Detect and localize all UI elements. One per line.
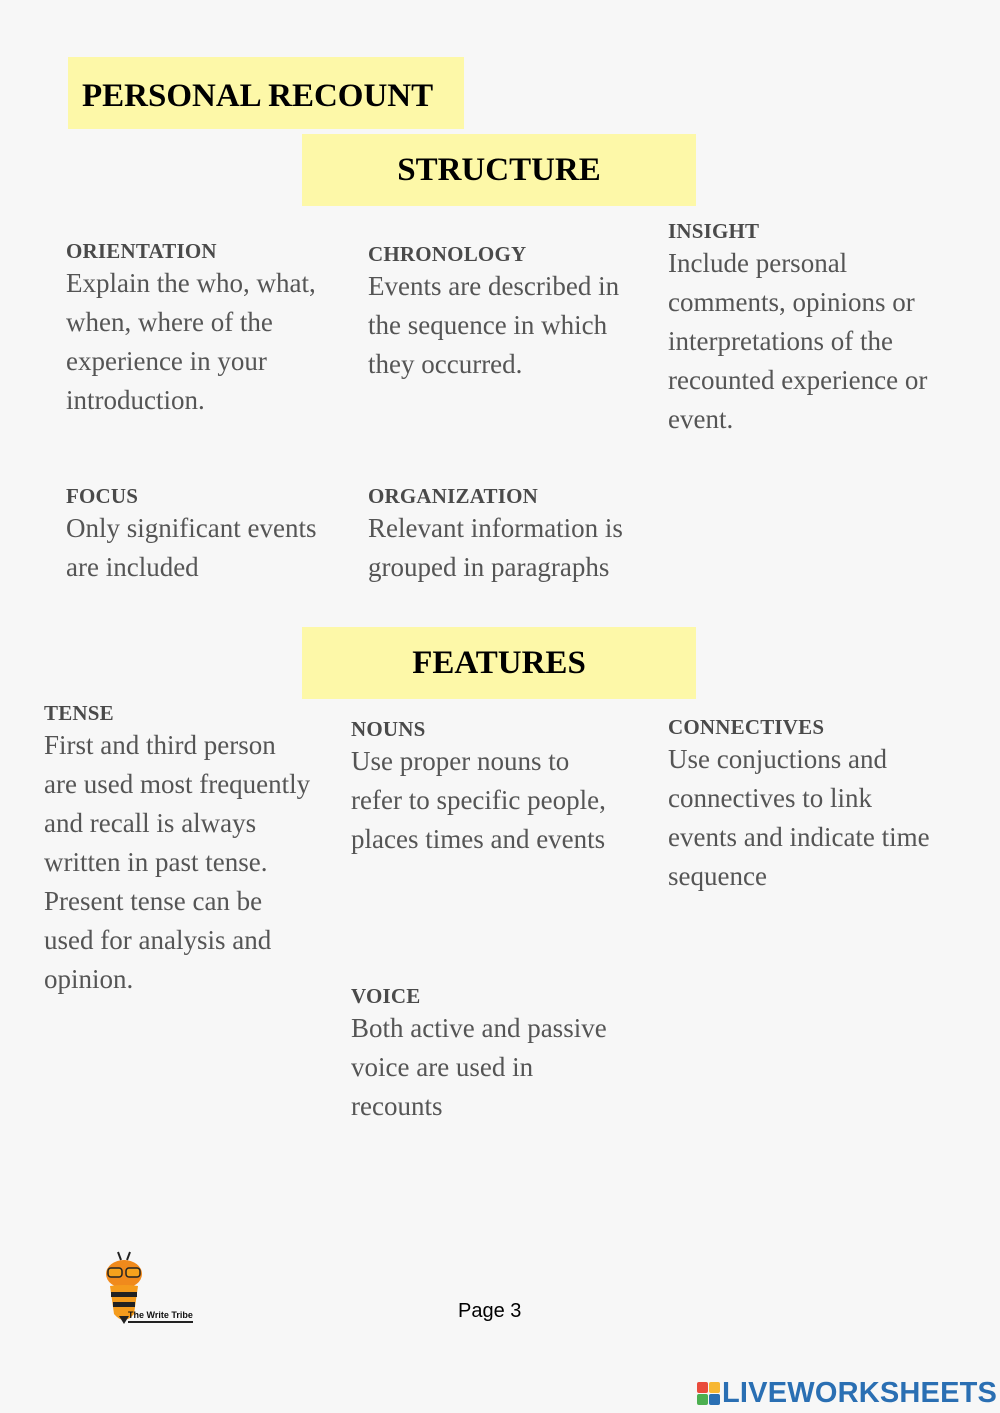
liveworksheets-brand[interactable]: [697, 1376, 997, 1410]
insight-section: [668, 218, 978, 439]
section-body: First and third person are used most frequently and recall is always written in past tense. Present tense can be used for analysis and opinion.: [44, 730, 311, 994]
chronology-section: [368, 241, 658, 384]
title-banner: [68, 57, 464, 129]
section-body: Use conjuctions and connectives to link events and indicate time sequence: [668, 744, 930, 891]
liveworksheets-logo-icon: [697, 1382, 720, 1405]
focus-section: [66, 483, 356, 587]
section-heading: VOICE: [351, 984, 421, 1008]
section-heading: CHRONOLOGY: [368, 242, 527, 266]
section-body: Both active and passive voice are used in recounts: [351, 1013, 607, 1121]
section-body: Include personal comments, opinions or interpretations of the recounted experience or event.: [668, 248, 928, 434]
section-body: Explain the who, what, when, where of the experience in your introduction.: [66, 268, 316, 415]
page-number: Page 3: [458, 1300, 522, 1322]
section-body: Only significant events are included: [66, 513, 317, 582]
voice-section: [351, 983, 651, 1126]
section-body: Use proper nouns to refer to specific people, places times and events: [351, 746, 606, 854]
section-heading: FOCUS: [66, 484, 139, 508]
structure-banner: [302, 134, 696, 206]
structure-heading: STRUCTURE: [397, 151, 601, 188]
logo-text: The Write Tribe: [128, 1310, 193, 1323]
organization-section: [368, 483, 668, 587]
section-heading: ORIENTATION: [66, 239, 217, 263]
brand-text: LIVEWORKSHEETS: [722, 1376, 998, 1409]
section-heading: INSIGHT: [668, 219, 760, 243]
connectives-section: [668, 714, 988, 896]
nouns-section: [351, 716, 651, 859]
section-body: Relevant information is grouped in paragraphs: [368, 513, 623, 582]
section-heading: ORGANIZATION: [368, 484, 539, 508]
page-title: PERSONAL RECOUNT: [82, 77, 434, 114]
section-body: Events are described in the sequence in which they occurred.: [368, 271, 620, 379]
section-heading: CONNECTIVES: [668, 715, 825, 739]
features-banner: [302, 627, 696, 699]
section-heading: TENSE: [44, 701, 114, 725]
orientation-section: [66, 238, 356, 420]
features-heading: FEATURES: [412, 644, 586, 681]
section-heading: NOUNS: [351, 717, 426, 741]
tense-section: [44, 700, 344, 999]
